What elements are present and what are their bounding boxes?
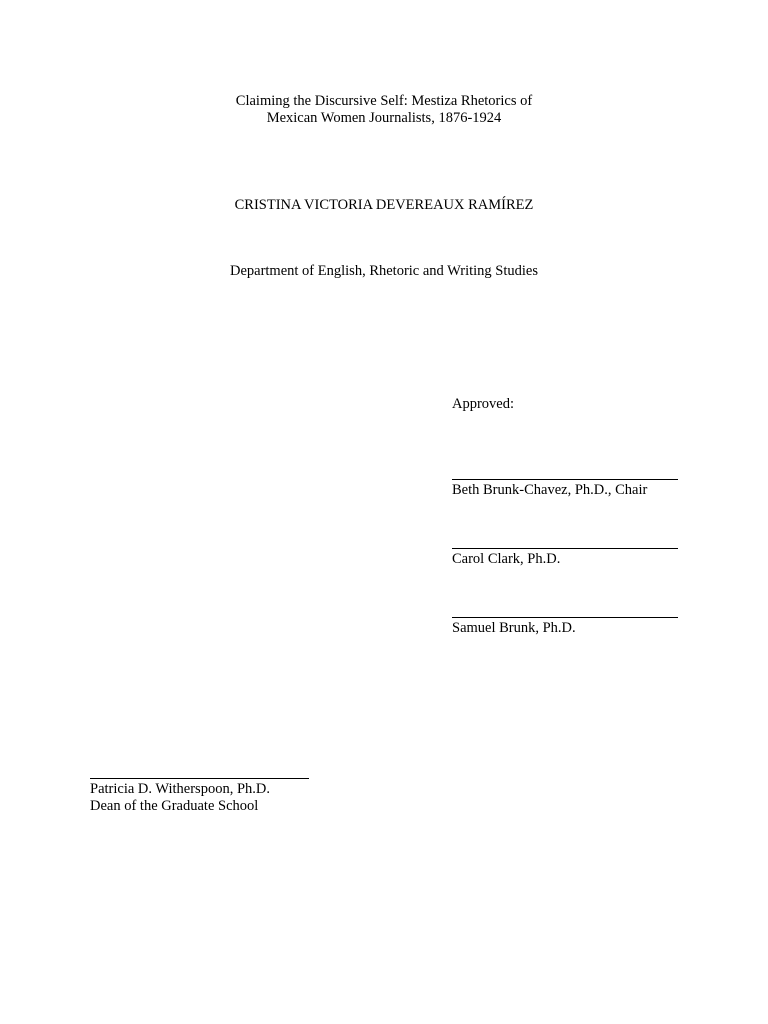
- committee-member-name: Carol Clark, Ph.D.: [452, 551, 561, 567]
- committee-member-name: Beth Brunk-Chavez, Ph.D., Chair: [452, 482, 648, 498]
- approved-label: Approved:: [452, 396, 515, 412]
- signature-line: [452, 479, 678, 480]
- committee-member-name: Samuel Brunk, Ph.D.: [452, 620, 576, 636]
- committee-signature-member-2: [452, 548, 678, 568]
- committee-signature-member-3: [452, 617, 678, 637]
- title-line-2: Mexican Women Journalists, 1876-1924: [266, 110, 502, 126]
- dissertation-title: [0, 93, 768, 127]
- dean-name: Patricia D. Witherspoon, Ph.D.: [90, 781, 270, 797]
- committee-signature-chair: [452, 479, 678, 499]
- department-name: Department of English, Rhetoric and Writing Studies: [229, 263, 539, 279]
- signature-line: [90, 778, 309, 779]
- title-line-1: Claiming the Discursive Self: Mestiza Rhetorics of: [235, 93, 533, 109]
- signature-line: [452, 617, 678, 618]
- signature-line: [452, 548, 678, 549]
- dean-signature-block: [90, 778, 310, 815]
- author-name: CRISTINA VICTORIA DEVEREAUX RAMÍREZ: [234, 197, 534, 213]
- dean-title: Dean of the Graduate School: [90, 798, 259, 814]
